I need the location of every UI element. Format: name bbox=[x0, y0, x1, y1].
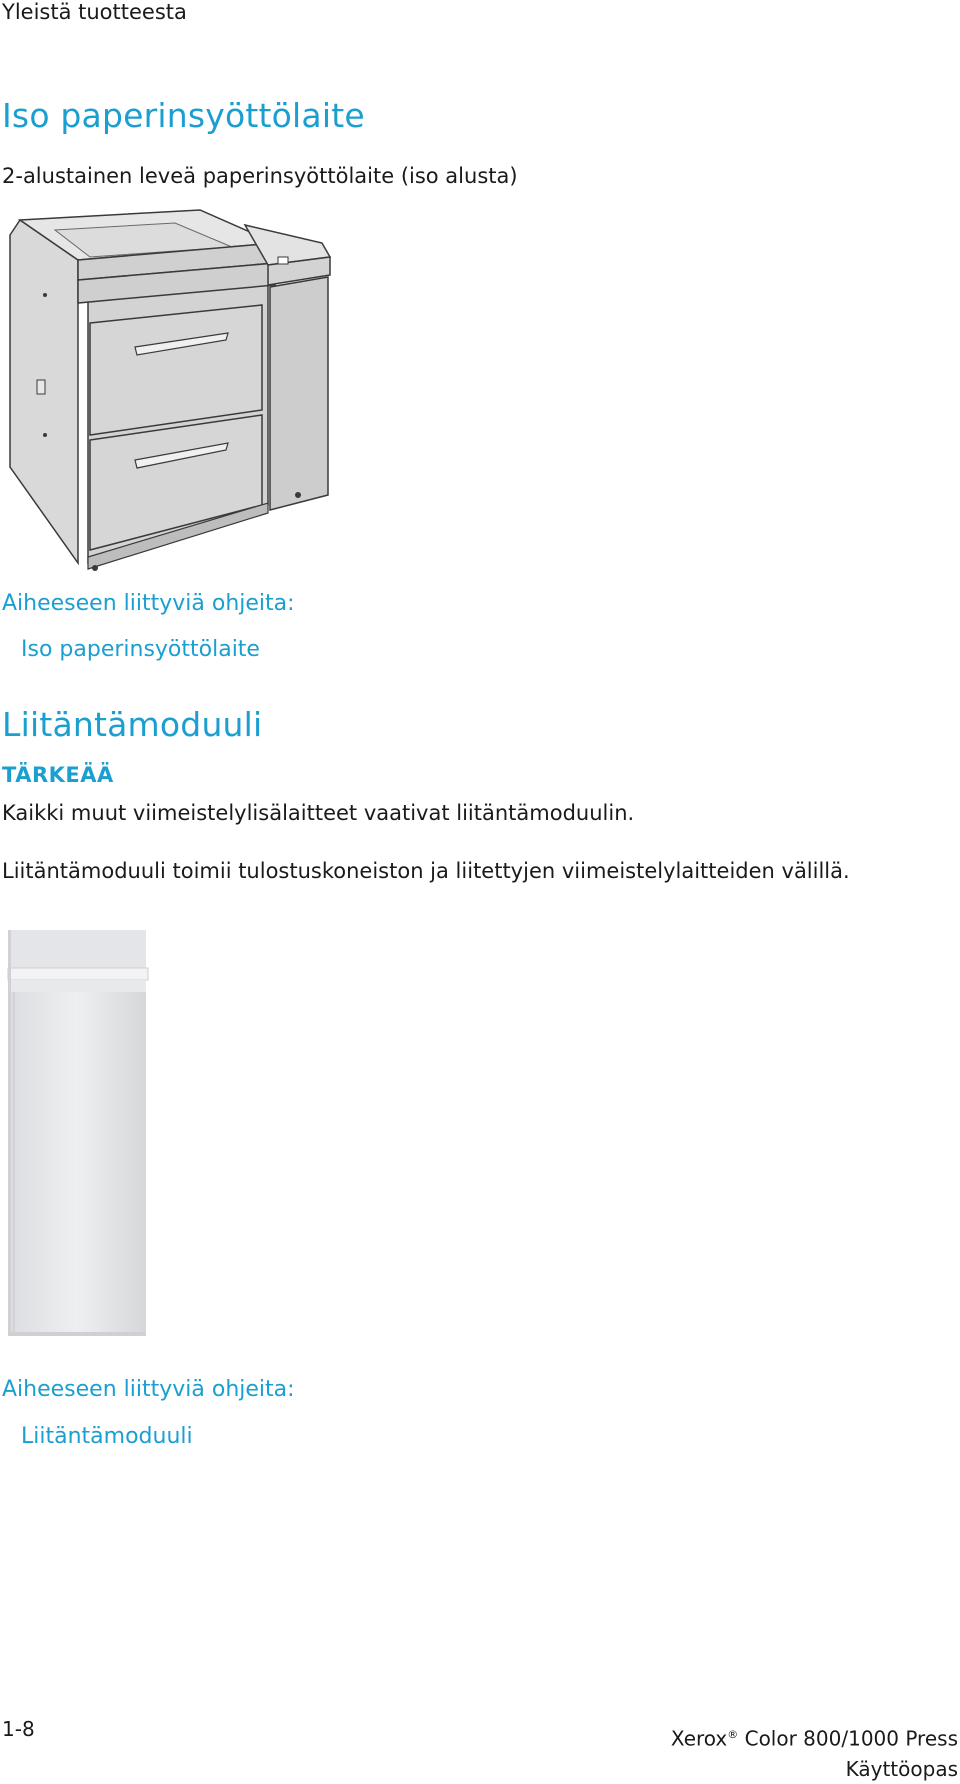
footer-brand: Xerox bbox=[670, 1726, 728, 1751]
footer-product-info bbox=[558, 1720, 958, 1784]
important-text: Kaikki muut viimeistelylisälaitteet vaativat liitäntämoduulin. bbox=[2, 801, 635, 825]
section-title-feeder: Iso paperinsyöttölaite bbox=[2, 96, 365, 135]
footer-product-line bbox=[558, 1720, 958, 1754]
registered-mark: ® bbox=[727, 1728, 739, 1741]
footer-doc-type: Käyttöopas bbox=[845, 1756, 958, 1781]
related-heading-interface-module: Aiheeseen liittyviä ohjeita: bbox=[2, 1377, 295, 1402]
important-label: TÄRKEÄÄ bbox=[2, 763, 114, 787]
running-header: Yleistä tuotteesta bbox=[2, 0, 187, 24]
footer-model: Color 800/1000 Press bbox=[744, 1726, 958, 1751]
paper-feeder-illustration bbox=[0, 205, 345, 575]
page-number: 1-8 bbox=[2, 1717, 35, 1741]
related-link-feeder[interactable]: Iso paperinsyöttölaite bbox=[21, 637, 260, 662]
interface-module-illustration bbox=[4, 930, 152, 1338]
section-title-interface-module: Liitäntämoduuli bbox=[2, 705, 263, 744]
interface-module-description: Liitäntämoduuli toimii tulostuskoneiston ja liitettyjen viimeistelylaitteiden välillä. bbox=[2, 859, 850, 883]
related-heading-feeder: Aiheeseen liittyviä ohjeita: bbox=[2, 591, 295, 616]
related-link-interface-module[interactable]: Liitäntämoduuli bbox=[21, 1424, 193, 1449]
feeder-subtitle: 2-alustainen leveä paperinsyöttölaite (iso alusta) bbox=[2, 164, 518, 188]
